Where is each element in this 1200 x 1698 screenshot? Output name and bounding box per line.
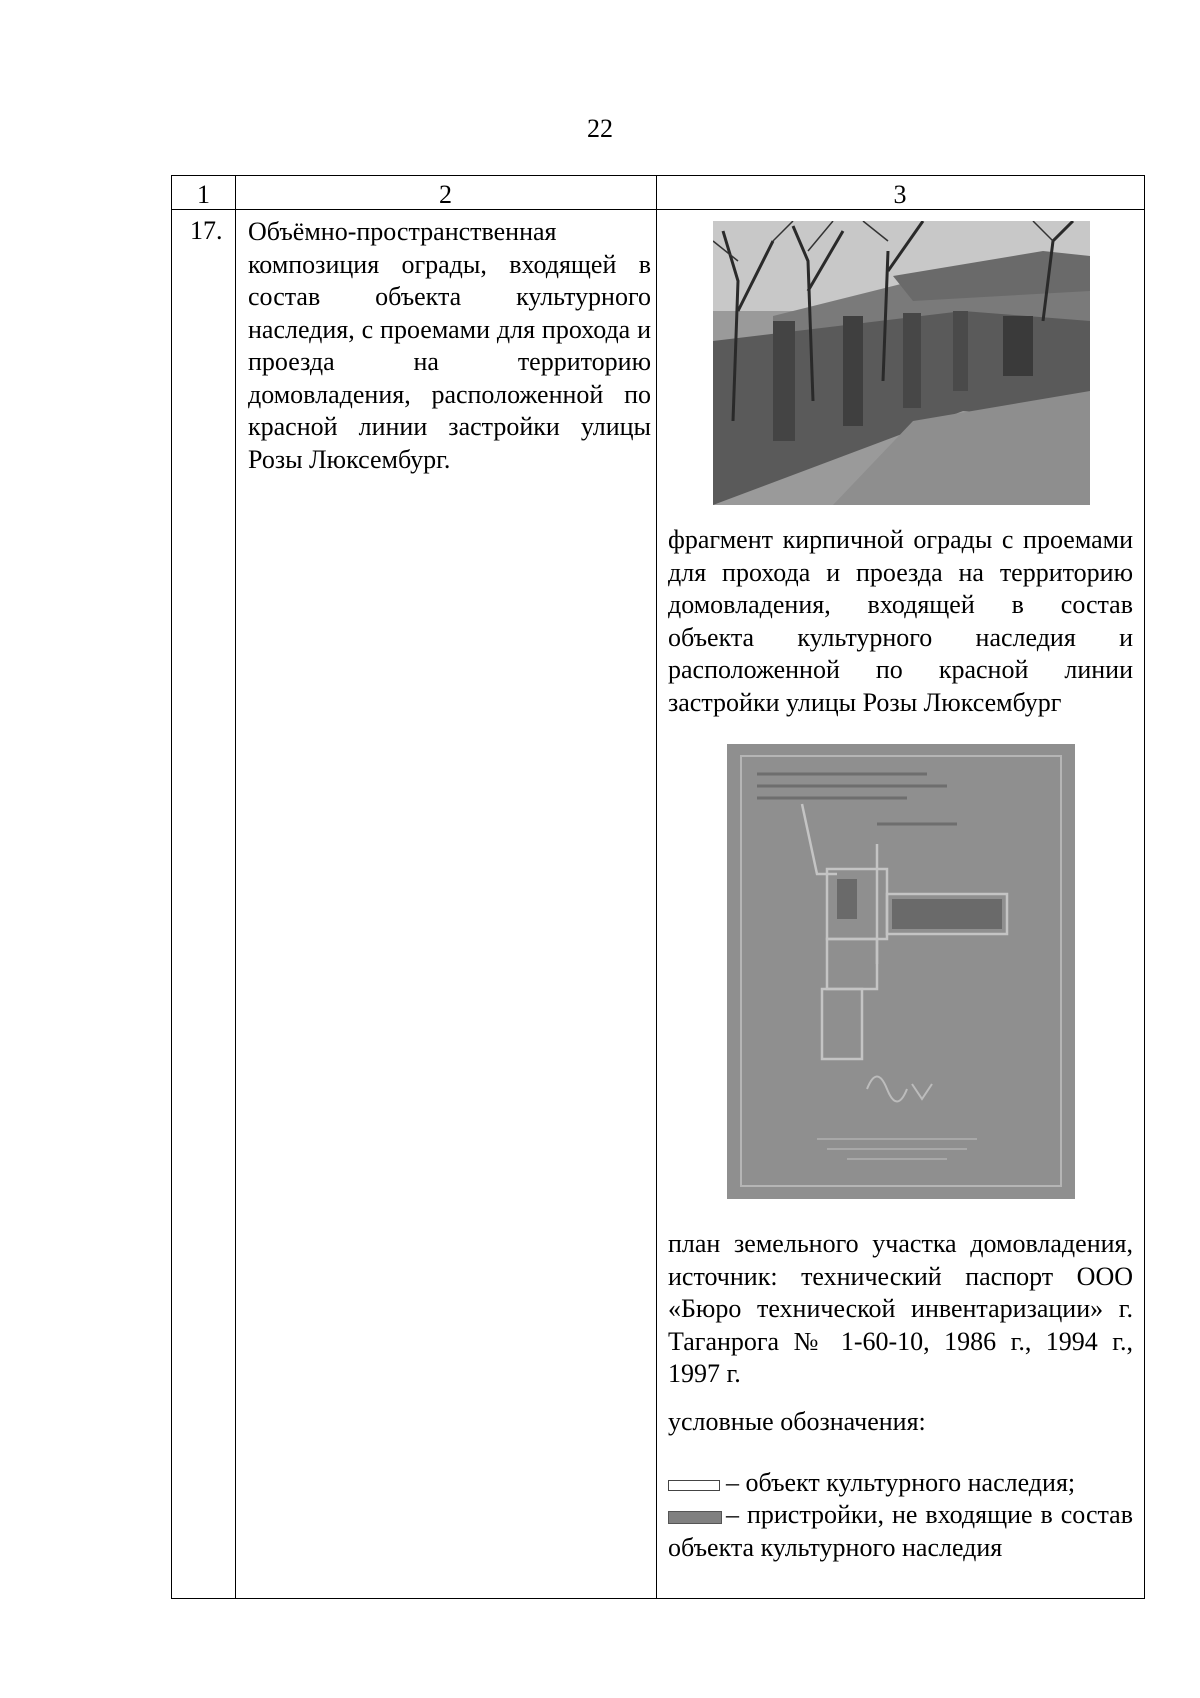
row-description: Объёмно-пространственная композиция ограды, входящей в состав объекта культурного наследия, с проемами для прохода и проезда на территорию домовладения, расположенной по красной линии застройки улицы Розы Люксембург. [248, 217, 651, 474]
column-header-2: 2 [439, 180, 452, 209]
column-header-3: 3 [893, 180, 907, 209]
grey-rectangle-symbol-icon [668, 1511, 722, 1524]
white-rectangle-symbol-icon [668, 1480, 720, 1491]
row-number: 17. [190, 216, 223, 245]
column-divider [235, 176, 236, 1598]
plan-caption: план земельного участка домовладения, источник: технический паспорт ООО «Бюро технической инвентаризации» г. Таганрога № 1-60-10, 1986 г., 1994 г., 1997 г. [668, 1229, 1133, 1388]
legend-item-additions [668, 1499, 1133, 1564]
legend-title: условные обозначения: [668, 1407, 926, 1436]
column-header-1: 1 [197, 180, 210, 209]
photo-caption: фрагмент кирпичной ограды с проемами для прохода и проезда на территорию домовладения, входящей в состав объекта культурного наследия и расположенной по красной линии застройки улицы Розы Люксембург [668, 525, 1133, 717]
legend-text: – объект культурного наследия; [726, 1468, 1076, 1497]
page-number: 22 [587, 114, 613, 143]
land-plan-scan [727, 744, 1075, 1199]
legend-text: – пристройки, не входящие в состав объекта культурного наследия [668, 1500, 1133, 1562]
column-divider [656, 176, 657, 1598]
legend-item-heritage [668, 1467, 1133, 1500]
fence-photo [713, 221, 1090, 505]
